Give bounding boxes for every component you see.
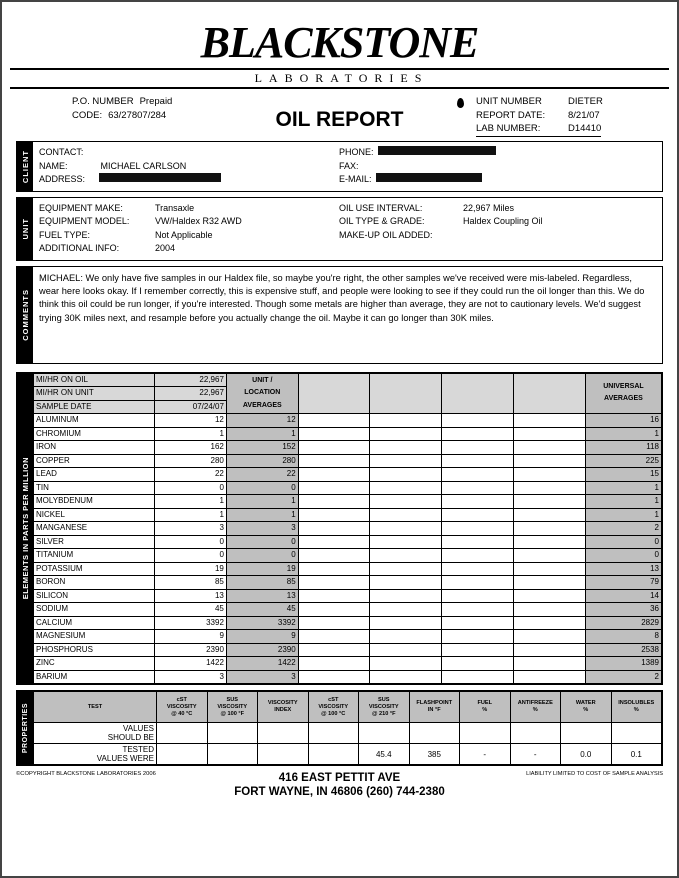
element-name: TIN [34, 481, 155, 495]
element-blank-cell [370, 562, 442, 576]
oil-type-label: OIL TYPE & GRADE: [339, 216, 425, 226]
element-blank-cell [514, 562, 586, 576]
universal-averages-header: UNIVERSAL AVERAGES [585, 373, 661, 414]
element-blank-cell [514, 414, 586, 428]
table-row [34, 630, 662, 644]
phone-label: PHONE: [339, 147, 374, 157]
meta-label: SAMPLE DATE [34, 400, 155, 414]
property-value-cell: 45.4 [359, 744, 410, 765]
meta-label: MI/HR ON OIL [34, 373, 155, 387]
element-blank-cell [370, 495, 442, 509]
unit-side-label: UNIT [17, 198, 33, 260]
element-blank-cell [514, 657, 586, 671]
blank-column-header [514, 373, 586, 414]
element-universal-average: 36 [585, 603, 661, 617]
element-unit-average: 1 [226, 508, 298, 522]
element-sample-value: 3392 [155, 616, 227, 630]
logo-brand-text: BLACKSTONE [200, 18, 479, 67]
table-row [34, 744, 662, 765]
property-row-label: VALUES SHOULD BE [34, 723, 157, 744]
element-blank-cell [370, 670, 442, 684]
blank-column-header [370, 373, 442, 414]
element-universal-average: 14 [585, 589, 661, 603]
lab-number-value: D14410 [568, 123, 602, 134]
element-blank-cell [442, 616, 514, 630]
properties-section [16, 690, 663, 766]
oil-use-interval-label: OIL USE INTERVAL: [339, 202, 423, 213]
element-universal-average: 8 [585, 630, 661, 644]
property-value-cell [611, 723, 662, 744]
element-sample-value: 2390 [155, 643, 227, 657]
fax-label: FAX: [339, 160, 359, 171]
element-blank-cell [298, 535, 370, 549]
element-unit-average: 3 [226, 522, 298, 536]
element-universal-average: 79 [585, 576, 661, 590]
name-label: NAME: [39, 160, 68, 171]
element-blank-cell [298, 576, 370, 590]
element-blank-cell [370, 643, 442, 657]
element-blank-cell [442, 643, 514, 657]
contact-label: CONTACT: [39, 147, 84, 157]
element-name: ALUMINUM [34, 414, 155, 428]
element-blank-cell [370, 535, 442, 549]
element-sample-value: 13 [155, 589, 227, 603]
property-column-header: cST VISCOSITY @ 40 °C [157, 692, 208, 723]
element-blank-cell [298, 414, 370, 428]
element-sample-value: 0 [155, 535, 227, 549]
property-value-cell [460, 723, 511, 744]
element-name: ZINC [34, 657, 155, 671]
element-blank-cell [514, 468, 586, 482]
element-blank-cell [514, 427, 586, 441]
element-blank-cell [442, 562, 514, 576]
meta-value: 22,967 [155, 387, 227, 401]
element-blank-cell [514, 522, 586, 536]
table-row [34, 535, 662, 549]
element-unit-average: 1 [226, 495, 298, 509]
property-column-header: FLASHPOINT IN °F [409, 692, 460, 723]
report-header [10, 95, 669, 141]
property-value-cell [157, 744, 208, 765]
element-blank-cell [298, 643, 370, 657]
header-left-block [72, 95, 172, 122]
element-universal-average: 13 [585, 562, 661, 576]
element-sample-value: 22 [155, 468, 227, 482]
element-universal-average: 2 [585, 670, 661, 684]
element-sample-value: 12 [155, 414, 227, 428]
element-blank-cell [442, 535, 514, 549]
table-row [34, 616, 662, 630]
company-logo [10, 10, 669, 89]
element-universal-average: 2538 [585, 643, 661, 657]
element-unit-average: 0 [226, 549, 298, 563]
element-name: SODIUM [34, 603, 155, 617]
table-row [34, 549, 662, 563]
element-unit-average: 152 [226, 441, 298, 455]
element-universal-average: 1 [585, 508, 661, 522]
element-name: PHOSPHORUS [34, 643, 155, 657]
report-date-label: REPORT DATE: [476, 109, 546, 121]
table-row [34, 723, 662, 744]
table-row [34, 589, 662, 603]
element-universal-average: 1 [585, 481, 661, 495]
element-blank-cell [442, 454, 514, 468]
element-sample-value: 280 [155, 454, 227, 468]
element-blank-cell [298, 481, 370, 495]
element-blank-cell [370, 603, 442, 617]
lab-number-label: LAB NUMBER: [476, 123, 541, 134]
table-row [34, 481, 662, 495]
table-row [34, 495, 662, 509]
element-name: TITANIUM [34, 549, 155, 563]
table-row [34, 603, 662, 617]
property-column-header: VISCOSITY INDEX [258, 692, 309, 723]
address-line-2: FORT WAYNE, IN 46806 (260) 744-2380 [234, 786, 445, 798]
element-blank-cell [370, 468, 442, 482]
meta-label: MI/HR ON UNIT [34, 387, 155, 401]
properties-test-label: TEST [34, 692, 157, 723]
property-value-cell: - [460, 744, 511, 765]
element-blank-cell [298, 562, 370, 576]
element-universal-average: 15 [585, 468, 661, 482]
property-value-cell: 0.0 [561, 744, 612, 765]
equipment-make-label: EQUIPMENT MAKE: [39, 202, 123, 213]
element-blank-cell [442, 576, 514, 590]
unit-location-averages-header: UNIT / LOCATION AVERAGES [226, 373, 298, 414]
element-blank-cell [514, 495, 586, 509]
contact-value [83, 146, 91, 160]
properties-side-label: PROPERTIES [17, 691, 33, 765]
property-column-header: INSOLUBLES % [611, 692, 662, 723]
element-unit-average: 1 [226, 427, 298, 441]
email-redaction [376, 173, 482, 182]
element-name: CHROMIUM [34, 427, 155, 441]
element-blank-cell [298, 589, 370, 603]
phone-redaction [378, 146, 496, 155]
element-blank-cell [298, 441, 370, 455]
element-blank-cell [514, 630, 586, 644]
additional-info-label: ADDITIONAL INFO: [39, 243, 120, 253]
element-unit-average: 0 [226, 535, 298, 549]
unit-number-value: DIETER [568, 96, 603, 107]
property-value-cell [308, 723, 359, 744]
element-blank-cell [298, 427, 370, 441]
element-sample-value: 9 [155, 630, 227, 644]
element-blank-cell [514, 454, 586, 468]
element-blank-cell [370, 589, 442, 603]
comments-side-label: COMMENTS [17, 267, 33, 363]
element-unit-average: 12 [226, 414, 298, 428]
element-blank-cell [370, 549, 442, 563]
element-universal-average: 1 [585, 495, 661, 509]
property-column-header: WATER % [561, 692, 612, 723]
fuel-type-value: Not Applicable [155, 229, 213, 240]
element-blank-cell [442, 549, 514, 563]
element-blank-cell [442, 657, 514, 671]
element-unit-average: 9 [226, 630, 298, 644]
element-blank-cell [442, 589, 514, 603]
name-value: MICHAEL CARLSON [100, 160, 187, 171]
property-value-cell [207, 744, 258, 765]
element-name: MANGANESE [34, 522, 155, 536]
element-sample-value: 19 [155, 562, 227, 576]
property-column-header: FUEL % [460, 692, 511, 723]
table-row [34, 454, 662, 468]
elements-side-label: ELEMENTS IN PARTS PER MILLION [17, 373, 33, 685]
table-row [34, 657, 662, 671]
element-blank-cell [442, 468, 514, 482]
properties-header-row [34, 692, 662, 723]
comments-section [16, 266, 663, 364]
element-name: SILVER [34, 535, 155, 549]
element-blank-cell [514, 441, 586, 455]
element-blank-cell [514, 481, 586, 495]
table-row [34, 508, 662, 522]
element-name: BORON [34, 576, 155, 590]
address-redaction [99, 173, 221, 182]
element-universal-average: 1 [585, 427, 661, 441]
property-value-cell [258, 723, 309, 744]
element-name: MOLYBDENUM [34, 495, 155, 509]
property-value-cell [207, 723, 258, 744]
property-value-cell: 385 [409, 744, 460, 765]
oil-type-value: Haldex Coupling Oil [463, 216, 543, 226]
element-blank-cell [442, 427, 514, 441]
element-sample-value: 0 [155, 549, 227, 563]
element-blank-cell [370, 414, 442, 428]
property-row-label: TESTED VALUES WERE [34, 744, 157, 765]
property-value-cell [561, 723, 612, 744]
property-value-cell [258, 744, 309, 765]
unit-body [33, 198, 662, 260]
element-blank-cell [514, 670, 586, 684]
address-line-1: 416 EAST PETTIT AVE [278, 772, 401, 784]
element-sample-value: 1 [155, 495, 227, 509]
blank-column-header [442, 373, 514, 414]
header-right-block [476, 95, 603, 137]
element-universal-average: 1389 [585, 657, 661, 671]
elements-section [16, 372, 663, 686]
element-unit-average: 22 [226, 468, 298, 482]
element-blank-cell [298, 549, 370, 563]
element-blank-cell [442, 670, 514, 684]
client-section [16, 141, 663, 192]
element-blank-cell [370, 522, 442, 536]
element-blank-cell [442, 630, 514, 644]
element-name: NICKEL [34, 508, 155, 522]
property-value-cell: 0.1 [611, 744, 662, 765]
page-footer [16, 769, 663, 811]
copyright-text: ©COPYRIGHT BLACKSTONE LABORATORIES 2006 [16, 771, 156, 777]
element-blank-cell [298, 468, 370, 482]
liability-text: LIABILITY LIMITED TO COST OF SAMPLE ANALYSIS [526, 771, 663, 777]
element-unit-average: 1422 [226, 657, 298, 671]
table-row [34, 562, 662, 576]
properties-table [33, 691, 662, 765]
table-row [34, 441, 662, 455]
element-unit-average: 0 [226, 481, 298, 495]
element-blank-cell [370, 508, 442, 522]
element-blank-cell [442, 603, 514, 617]
element-name: CALCIUM [34, 616, 155, 630]
element-universal-average: 16 [585, 414, 661, 428]
element-blank-cell [370, 454, 442, 468]
element-blank-cell [370, 576, 442, 590]
element-sample-value: 1422 [155, 657, 227, 671]
element-sample-value: 0 [155, 481, 227, 495]
element-name: SILICON [34, 589, 155, 603]
element-name: IRON [34, 441, 155, 455]
meta-value: 07/24/07 [155, 400, 227, 414]
property-value-cell [157, 723, 208, 744]
property-column-header: cST VISCOSITY @ 100 °C [308, 692, 359, 723]
table-row [34, 576, 662, 590]
element-blank-cell [514, 616, 586, 630]
element-blank-cell [442, 414, 514, 428]
table-row [34, 427, 662, 441]
makeup-oil-value [455, 229, 463, 243]
email-label: E-MAIL: [339, 174, 372, 184]
table-row [34, 373, 662, 387]
element-blank-cell [442, 481, 514, 495]
element-blank-cell [370, 427, 442, 441]
element-blank-cell [298, 508, 370, 522]
property-column-header: SUS VISCOSITY @ 100 °F [207, 692, 258, 723]
property-value-cell: - [510, 744, 561, 765]
element-name: MAGNESIUM [34, 630, 155, 644]
element-universal-average: 2829 [585, 616, 661, 630]
unit-section [16, 197, 663, 261]
element-blank-cell [514, 643, 586, 657]
element-blank-cell [442, 495, 514, 509]
element-blank-cell [298, 670, 370, 684]
element-universal-average: 0 [585, 535, 661, 549]
client-side-label: CLIENT [17, 142, 33, 191]
element-blank-cell [442, 441, 514, 455]
fuel-type-label: FUEL TYPE: [39, 229, 91, 240]
property-column-header: SUS VISCOSITY @ 210 °F [359, 692, 410, 723]
element-unit-average: 3 [226, 670, 298, 684]
element-blank-cell [298, 522, 370, 536]
table-row [34, 414, 662, 428]
client-body [33, 142, 662, 191]
table-row [34, 643, 662, 657]
blank-column-header [298, 373, 370, 414]
element-blank-cell [442, 522, 514, 536]
comments-text: MICHAEL: We only have five samples in our Haldex file, so maybe you're right, the other samples we've received were mis-labeled. Regardless, wear here looks okay. If I remember correctly, this is expensive stuff, and people were looking to see if they could run the oil longer than this. We do think this oil could be run longer, if you're interested. Though some metals are higher than average, they are not to cautionary levels. We'd suggest trying 30K miles next, and resample before you actually change the oil. Maybe it can go longer than 30K miles. [39, 272, 645, 323]
property-column-header: ANTIFREEZE % [510, 692, 561, 723]
property-value-cell [510, 723, 561, 744]
property-value-cell [409, 723, 460, 744]
element-name: BARIUM [34, 670, 155, 684]
element-blank-cell [514, 603, 586, 617]
element-blank-cell [298, 454, 370, 468]
element-unit-average: 2390 [226, 643, 298, 657]
element-unit-average: 45 [226, 603, 298, 617]
element-blank-cell [298, 657, 370, 671]
report-date-value: 8/21/07 [568, 109, 600, 121]
po-number-value: Prepaid [139, 96, 173, 107]
element-unit-average: 13 [226, 589, 298, 603]
property-value-cell [359, 723, 410, 744]
element-blank-cell [370, 481, 442, 495]
elements-table [33, 373, 662, 685]
page-title: OIL REPORT [275, 108, 404, 131]
element-blank-cell [370, 441, 442, 455]
element-sample-value: 1 [155, 508, 227, 522]
table-row [34, 670, 662, 684]
table-row [34, 522, 662, 536]
unit-number-label: UNIT NUMBER [476, 96, 542, 107]
element-blank-cell [298, 603, 370, 617]
table-row [34, 468, 662, 482]
meta-value: 22,967 [155, 373, 227, 387]
equipment-model-value: VW/Haldex R32 AWD [155, 216, 242, 226]
element-unit-average: 280 [226, 454, 298, 468]
makeup-oil-label: MAKE-UP OIL ADDED: [339, 229, 433, 240]
element-blank-cell [514, 549, 586, 563]
element-blank-cell [370, 630, 442, 644]
element-sample-value: 45 [155, 603, 227, 617]
element-blank-cell [514, 589, 586, 603]
element-name: LEAD [34, 468, 155, 482]
element-universal-average: 118 [585, 441, 661, 455]
element-blank-cell [370, 616, 442, 630]
element-blank-cell [298, 630, 370, 644]
code-label: CODE: [72, 109, 103, 121]
equipment-make-value: Transaxle [155, 202, 195, 213]
element-sample-value: 3 [155, 670, 227, 684]
logo-sub-text: LABORATORIES [10, 68, 669, 89]
element-sample-value: 162 [155, 441, 227, 455]
element-blank-cell [442, 508, 514, 522]
element-blank-cell [514, 535, 586, 549]
address-label: ADDRESS: [39, 174, 86, 184]
po-number-label: P.O. NUMBER [72, 96, 134, 107]
code-value: 63/27807/284 [108, 109, 167, 121]
element-sample-value: 3 [155, 522, 227, 536]
element-sample-value: 1 [155, 427, 227, 441]
element-unit-average: 19 [226, 562, 298, 576]
element-sample-value: 85 [155, 576, 227, 590]
additional-info-value: 2004 [155, 243, 176, 253]
oil-use-interval-value: 22,967 Miles [463, 202, 515, 213]
element-blank-cell [298, 495, 370, 509]
element-blank-cell [514, 508, 586, 522]
equipment-model-label: EQUIPMENT MODEL: [39, 216, 130, 226]
element-blank-cell [298, 616, 370, 630]
element-blank-cell [514, 576, 586, 590]
element-universal-average: 0 [585, 549, 661, 563]
element-unit-average: 3392 [226, 616, 298, 630]
element-blank-cell [370, 657, 442, 671]
element-name: POTASSIUM [34, 562, 155, 576]
element-universal-average: 225 [585, 454, 661, 468]
element-universal-average: 2 [585, 522, 661, 536]
element-unit-average: 85 [226, 576, 298, 590]
property-value-cell [308, 744, 359, 765]
element-name: COPPER [34, 454, 155, 468]
